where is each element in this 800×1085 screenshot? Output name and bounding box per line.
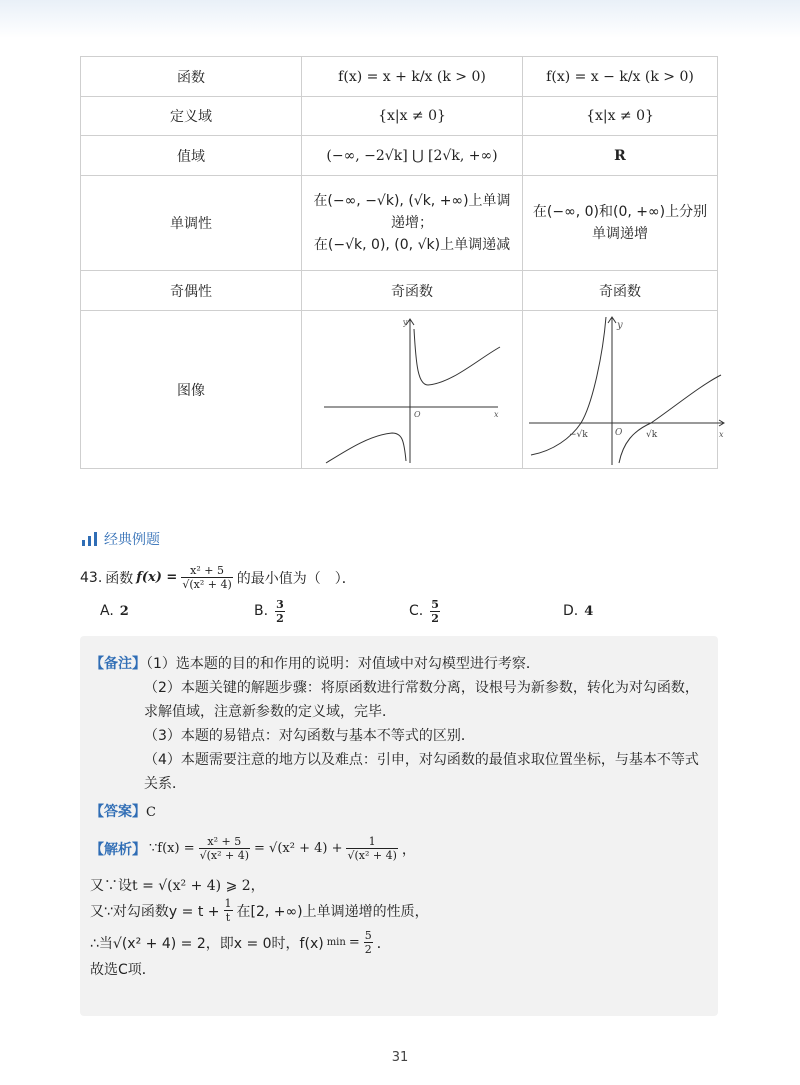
curve-left-branch <box>326 433 406 463</box>
top-band <box>0 0 800 38</box>
notes-text: （1）选本题的目的和作用的说明：对值域中对勾模型进行考察． <box>146 656 540 672</box>
analysis-num: 1 <box>346 836 397 849</box>
table-row <box>81 57 718 97</box>
analysis-text: ∴当√(x² + 4) = 2，即x = 0时，f(x) <box>90 935 324 952</box>
origin-label: O <box>414 409 421 419</box>
monotonic-plus-line: 在(−√k, 0), (0, √k)上单调递减 <box>313 237 511 253</box>
range-label: 值域 <box>81 136 302 176</box>
question-43 <box>80 565 356 590</box>
question-numerator: x² + 5 <box>181 565 232 578</box>
option-value: 2 <box>119 603 129 619</box>
analysis-text: = <box>348 935 360 950</box>
notes-line: （2）本题关键的解题步骤：将原函数进行常数分离，设根号为新参数，转化为对勾函数， <box>144 680 699 696</box>
range-plus: (−∞, −2√k] ⋃ [2√k, +∞) <box>302 136 523 176</box>
question-prefix: 函数 <box>105 570 134 587</box>
analysis-line-2: 又∵设t = √(x² + 4) ⩾ 2， <box>90 878 265 894</box>
table-row <box>81 311 718 469</box>
parity-plus: 奇函数 <box>302 271 523 311</box>
option-den: 2 <box>431 611 439 625</box>
analysis-num: 1 <box>224 897 232 910</box>
curve-right-branch <box>619 375 721 463</box>
question-number: 43. <box>80 569 103 586</box>
analysis-line-3 <box>90 898 429 923</box>
notes-line: 关系． <box>144 776 186 792</box>
parity-minus: 奇函数 <box>523 271 718 311</box>
analysis-line-5: 故选C项． <box>90 962 156 978</box>
explanation-box <box>80 636 718 1016</box>
analysis-text: ∵f(x) = <box>149 841 195 856</box>
comparison-table <box>80 56 724 469</box>
domain-minus: {x|x ≠ 0} <box>523 97 718 136</box>
answer-tag: 【答案】 <box>90 804 146 820</box>
y-label: y <box>403 317 408 327</box>
domain-plus: {x|x ≠ 0} <box>302 97 523 136</box>
analysis-tag: 【解析】 <box>90 841 146 858</box>
header-func-minus: f(x) = x − k/x (k > 0) <box>523 57 718 97</box>
options <box>100 594 720 630</box>
option-num: 3 <box>276 597 284 611</box>
question-fraction <box>181 565 232 590</box>
header-label: 函数 <box>81 57 302 97</box>
option-letter: D. <box>563 603 579 619</box>
graph-minus-cell <box>523 311 724 469</box>
table-row <box>81 176 718 271</box>
analysis-line-4 <box>90 930 391 955</box>
y-label: y <box>617 319 623 331</box>
question-suffix: 的最小值为（ ）． <box>236 570 356 587</box>
analysis-text: = √(x² + 4) + <box>254 841 343 856</box>
notes-line: 求解值域，注意新参数的定义域，完毕． <box>144 704 396 720</box>
analysis-fraction <box>346 836 397 861</box>
monotonic-plus <box>302 176 523 271</box>
question-fname: f(x) = <box>136 570 178 585</box>
option-d[interactable] <box>563 594 593 628</box>
option-fraction <box>275 599 285 624</box>
monotonic-minus-line: 单调递增 <box>592 226 648 242</box>
question-denominator: √(x² + 4) <box>182 578 232 591</box>
analysis-text: ． <box>376 935 391 952</box>
graph-label: 图像 <box>81 311 302 469</box>
x-label: x <box>494 409 499 419</box>
notes-tag: 【备注】 <box>90 656 146 672</box>
analysis-num: x² + 5 <box>199 836 250 849</box>
parity-label: 奇偶性 <box>81 271 302 311</box>
section-header <box>82 529 160 549</box>
analysis-den: 2 <box>364 943 372 956</box>
analysis-fraction <box>224 898 233 923</box>
analysis-subscript: min <box>326 937 346 948</box>
graph-plus-cell <box>302 311 523 469</box>
table-row <box>81 271 718 311</box>
curve-right-branch <box>414 329 500 385</box>
option-fraction <box>430 599 440 624</box>
graph-plus-svg <box>312 315 512 465</box>
section-title: 经典例题 <box>104 532 160 548</box>
analysis-text: 在[2, +∞)上单调递增的性质， <box>236 903 429 920</box>
x-label: x <box>719 429 724 439</box>
analysis-text: 又∵对勾函数y = t + <box>90 903 220 920</box>
monotonic-minus <box>523 176 718 271</box>
monotonic-plus-line: 在(−∞, −√k), (√k, +∞)上单调 <box>313 193 511 209</box>
analysis-num: 5 <box>364 929 372 942</box>
option-c[interactable] <box>409 594 441 628</box>
analysis-line-1 <box>90 836 416 861</box>
monotonic-plus-line: 递增； <box>391 215 433 231</box>
option-num: 5 <box>431 597 439 611</box>
analysis-fraction <box>364 930 373 955</box>
notes-line: （4）本题需要注意的地方以及难点：引申，对勾函数的最值求取位置坐标，与基本不等式 <box>144 752 699 768</box>
option-a[interactable] <box>100 594 129 628</box>
option-den: 2 <box>276 611 284 625</box>
monotonic-label: 单调性 <box>81 176 302 271</box>
analysis-den: t <box>225 911 231 924</box>
range-minus: R <box>523 136 718 176</box>
option-letter: B. <box>254 603 269 619</box>
analysis-den: √(x² + 4) <box>199 849 250 862</box>
analysis-fraction <box>199 836 250 861</box>
answer-value: C <box>146 805 156 820</box>
table-row <box>81 97 718 136</box>
graph-minus-svg <box>523 313 731 467</box>
neg-root-label: −√k <box>569 429 588 440</box>
option-letter: C. <box>409 603 424 619</box>
notes-line <box>90 652 540 676</box>
header-func-plus: f(x) = x + k/x (k > 0) <box>302 57 523 97</box>
domain-label: 定义域 <box>81 97 302 136</box>
option-b[interactable] <box>254 594 286 628</box>
origin-label: O <box>615 427 623 438</box>
pos-root-label: √k <box>646 429 658 440</box>
page-number: 31 <box>391 1050 409 1065</box>
option-value: 4 <box>584 603 594 619</box>
answer-line <box>90 800 156 825</box>
analysis-den: √(x² + 4) <box>347 849 397 862</box>
table-row <box>81 136 718 176</box>
option-letter: A. <box>100 603 114 619</box>
monotonic-minus-line: 在(−∞, 0)和(0, +∞)上分别 <box>532 204 708 220</box>
analysis-text: ， <box>401 841 416 858</box>
notes-line: （3）本题的易错点：对勾函数与基本不等式的区别． <box>144 728 475 744</box>
bar-chart-icon <box>82 532 98 546</box>
